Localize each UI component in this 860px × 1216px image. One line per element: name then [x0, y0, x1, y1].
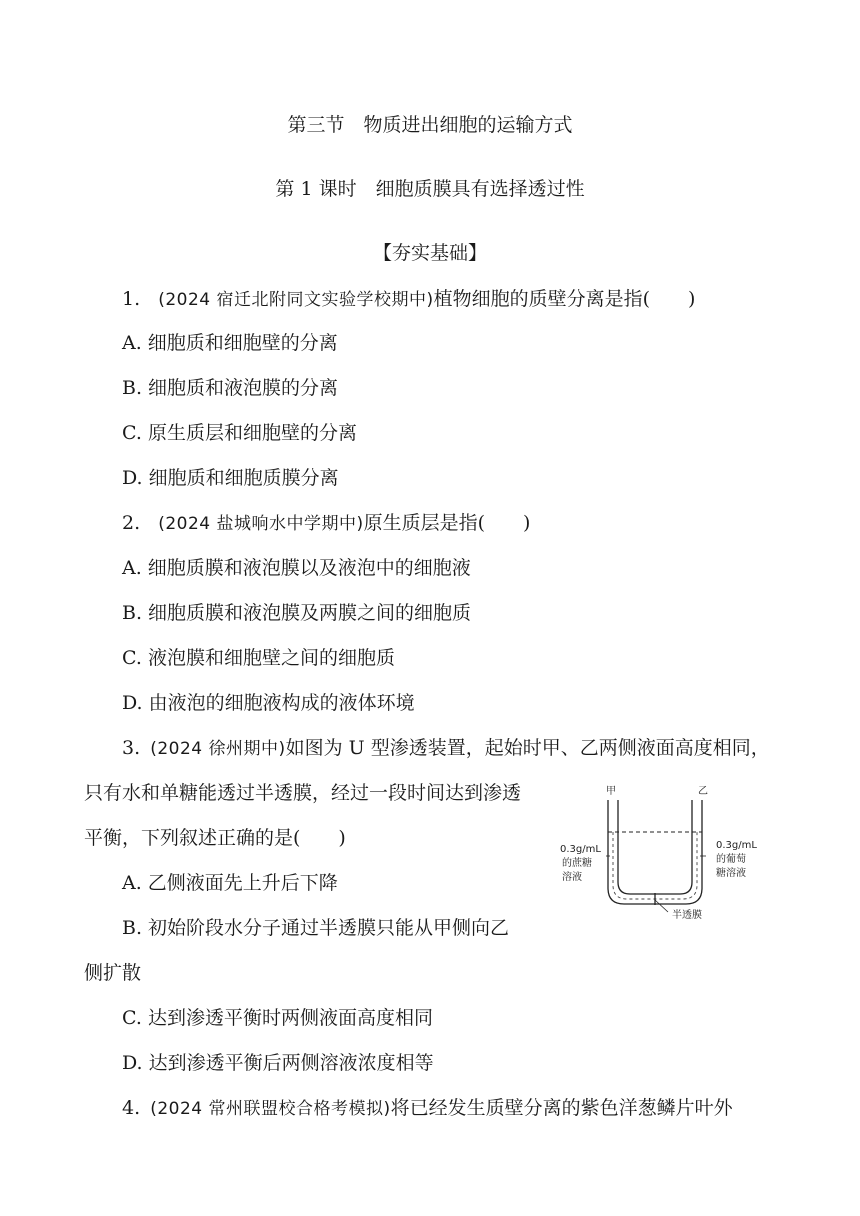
left-solution-line2: 的蔗糖 [562, 858, 592, 869]
option-b: B. 细胞质膜和液泡膜及两膜之间的细胞质 [122, 602, 472, 624]
option-a: A. 细胞质膜和液泡膜以及液泡中的细胞液 [122, 557, 471, 579]
option-a: A. 细胞质和细胞壁的分离 [122, 332, 338, 354]
question-number: 3. [122, 737, 141, 759]
right-solution-line2: 的葡萄 [716, 854, 746, 865]
label-jia: 甲 [606, 786, 616, 797]
option-a: A. 乙侧液面先上升后下降 [122, 872, 338, 894]
question-stem-line2: 只有水和单糖能透过半透膜，经过一段时间达到渗透 [84, 782, 522, 804]
u-tube-osmosis-figure [556, 780, 786, 920]
question-source: (2024 徐州期中) [150, 739, 286, 759]
option-c: C. 液泡膜和细胞壁之间的细胞质 [122, 647, 395, 669]
option-d: D. 由液泡的细胞液构成的液体环境 [122, 692, 415, 714]
question-source: (2024 常州联盟校合格考模拟) [150, 1099, 391, 1119]
left-solution-line1: 0.3g/mL [560, 844, 601, 855]
option-b-continued: 侧扩散 [84, 962, 142, 984]
option-d: D. 细胞质和细胞质膜分离 [122, 467, 339, 489]
question-source: (2024 宿迁北附同文实验学校期中) [158, 290, 434, 310]
question-3 [122, 735, 770, 762]
question-1 [122, 286, 695, 313]
question-stem-line3: 平衡，下列叙述正确的是( ) [84, 827, 346, 849]
option-b: B. 细胞质和液泡膜的分离 [122, 377, 339, 399]
label-yi: 乙 [698, 786, 708, 797]
question-number: 4. [122, 1097, 141, 1119]
option-c: C. 原生质层和细胞壁的分离 [122, 422, 357, 444]
left-solution-line3: 溶液 [562, 872, 582, 883]
question-stem: 原生质层是指( ) [363, 512, 531, 534]
question-2 [122, 510, 530, 537]
option-b: B. 初始阶段水分子通过半透膜只能从甲侧向乙 [122, 917, 510, 939]
question-source: (2024 盐城响水中学期中) [158, 514, 364, 534]
option-d: D. 达到渗透平衡后两侧溶液浓度相等 [122, 1052, 434, 1074]
u-tube-diagram [556, 780, 786, 920]
option-c: C. 达到渗透平衡时两侧液面高度相同 [122, 1007, 433, 1029]
question-number: 2. [122, 512, 141, 534]
right-solution-line1: 0.3g/mL [716, 840, 757, 851]
question-number: 1. [122, 288, 141, 310]
lesson-title: 第 1 课时 细胞质膜具有选择透过性 [275, 178, 585, 200]
question-stem: 将已经发生质壁分离的紫色洋葱鳞片叶外 [390, 1097, 733, 1119]
right-solution-line3: 糖溶液 [716, 868, 746, 879]
question-stem: 如图为 U 型渗透装置，起始时甲、乙两侧液面高度相同， [285, 737, 770, 759]
question-4 [122, 1095, 733, 1122]
section-title: 第三节 物质进出细胞的运输方式 [287, 114, 573, 136]
part-heading: 【夯实基础】 [372, 242, 487, 264]
membrane-label: 半透膜 [672, 910, 702, 920]
question-stem: 植物细胞的质壁分离是指( ) [433, 288, 696, 310]
